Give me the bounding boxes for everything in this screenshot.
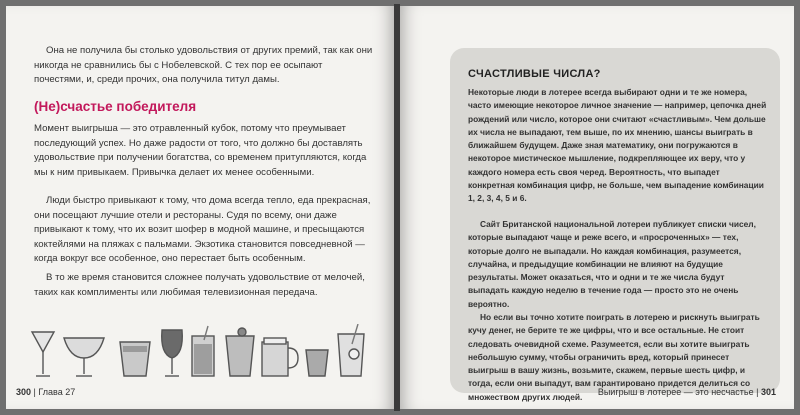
beer-mug-icon xyxy=(262,338,298,376)
left-paragraph-4: В то же время становится сложнее получать удовольствие от мелочей, таких как комплименты или любимая телевизионная передача. xyxy=(34,272,365,298)
left-page xyxy=(6,6,394,409)
left-page-number: 300 xyxy=(16,387,32,397)
right-footer xyxy=(598,387,776,397)
box-paragraph-2: Сайт Британской национальной лотереи публикует списки чисел, которые выпадают чаще и реже всего, и «просроченных» — тех, которые долго не выпадали. Но каждая комбинация, разумеется, случайна, и предыдущие комбинации не влияют на будущие результаты. Может оказаться, что и одни и те же числа будут выпадать каждую неделю в течение года — просто это не очень вероятно. xyxy=(468,219,756,309)
tumbler-glass-icon xyxy=(120,342,150,376)
lemonade-glass-icon xyxy=(338,324,364,376)
left-paragraph-1: Она не получила бы столько удовольствия от других премий, так как они никогда не сравнились бы с Нобелевской. С тех пор ее осыпают почестями, и, среди прочих, она получила титул дамы. xyxy=(34,45,373,86)
sidebar-box xyxy=(450,48,780,402)
left-paragraph-3: Люди быстро привыкают к тому, что дома всегда тепло, еда прекрасная, они посещают лучшие отели и рестораны. Судя по всему, они даже привыкают к тому, что их возит шофер в модной машине, и пресыщаются коктейлями на пляжах с пальмами. Экзотика становится повседневной — когда вокруг все особенное, оно перестает быть особенным. xyxy=(34,195,371,265)
left-footer xyxy=(16,387,75,397)
running-head: Выигрыш в лотерее — это несчастье xyxy=(597,387,754,397)
box-paragraph-3: Но если вы точно хотите поиграть в лотерею и рискнуть выиграть кучу денег, не берите те же цифры, что и все остальные. Не стоит следовать очевидной схеме. Разумеется, если вы хотите выиграть небольшую сумму, чтобы ограничить вред, который принесет выигрыш в вашу жизнь, возьмите, скажем, первые шесть цифр, и тогда, если они выпадут, вам гарантировано придется делиться со множеством других людей. xyxy=(468,312,760,402)
section-heading: (Не)счастье победителя xyxy=(34,99,197,114)
right-page xyxy=(400,6,794,409)
highball-glass-icon xyxy=(192,326,214,376)
left-paragraph-2: Момент выигрыша — это отравленный кубок, потому что преумывает последующий успех. Но даже радости от того, что должно бы доставлять удовольствие при получении богатства, со временем притупляются, когда мы к ним привыкаем. Привычка делает их менее особенными. xyxy=(34,123,367,178)
folio-divider: | xyxy=(756,387,761,397)
cocktail-glass-icon xyxy=(226,328,254,376)
coupe-glass-icon xyxy=(64,338,104,376)
box-paragraph-1: Некоторые люди в лотерее всегда выбирают одни и те же номера, часто имеющие некоторое личное значение — например, цепочка дней рождений или число, которое они считают «счастливым». Чем дольше их числа не выпадают, тем выше, по их мнению, шансы выиграть в ближайшем будущем. Даже зная математику, они погружаются в некоторое мистическое мышление, подкрепляющее их веру, что у каждого номера есть своя черед. Вероятность, что выпадет конкретная комбинация цифр, не больше, чем выпадение комбинации 1, 2, 3, 4, 5 и 6. xyxy=(468,87,767,204)
chapter-label: Глава 27 xyxy=(38,387,76,397)
wine-glass-icon xyxy=(162,330,183,376)
cocktail-glasses-illustration xyxy=(28,324,373,382)
shot-glass-icon xyxy=(306,350,328,376)
folio-divider: | xyxy=(33,387,39,397)
right-page-number: 301 xyxy=(760,387,776,397)
martini-glass-icon xyxy=(32,332,54,376)
box-title: СЧАСТЛИВЫЕ ЧИСЛА? xyxy=(468,68,601,80)
